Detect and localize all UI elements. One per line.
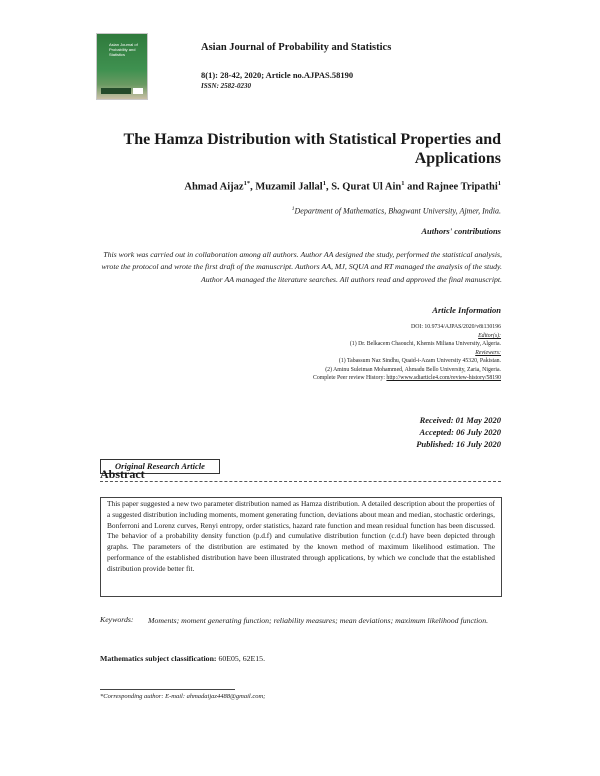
reviewer-entry: (1) Tabassum Naz Sindhu, Quaid-i-Azam University 45320, Pakistan. (338, 358, 501, 364)
doi: DOI: 10.9734/AJPAS/2020/v8i130196 (411, 324, 501, 330)
peer-review-history-label: Complete Peer review History: (313, 375, 385, 381)
article-info-heading: Article Information (432, 305, 501, 315)
journal-name: Asian Journal of Probability and Statistics (201, 42, 392, 53)
abstract-heading: Abstract (100, 467, 145, 481)
affiliation-text: Department of Mathematics, Bhagwant University, Ajmer, India. (294, 206, 501, 216)
author-name: S. Qurat Ul Ain (331, 181, 402, 193)
article-type-badge: Original Research Article (100, 459, 220, 474)
msc-label: Mathematics subject classification: (100, 654, 217, 663)
editor-entry: (1) Dr. Belkacem Chaouchi, Khemis Miliana University, Algeria. (349, 341, 501, 347)
reviewers-label: Reviewers: (475, 350, 501, 356)
received-date: Received: 01 May 2020 (419, 415, 501, 425)
footnote-rule (100, 689, 235, 690)
journal-cover-title: Asian Journal of Probability and Statistics (109, 42, 138, 57)
author-name: Muzamil Jallal (255, 181, 323, 193)
peer-review-history-link[interactable]: http://www.sdiarticle4.com/review-history/58190 (386, 375, 501, 381)
editors-label: Editor(s): (478, 333, 501, 339)
author-name: Rajnee Tripathi (426, 181, 498, 193)
abstract-text: This paper suggested a new two parameter distribution named as Hamza distribution. A detailed description about the properties of a suggested distribution including moments, moment generating function, deviations about mean and median, stochastic orderings, Bonferroni and Lorenz curves, Renyi entropy, order statistics, hazard rate function and mean residual function has been discussed. The behavior of a probability density function (p.d.f) and cumulative distribution function (c.d.f) have been depicted through graphs. The parameters of the distribution are estimated by the known method of maximum likelihood estimation. The performance of the established distribution have been illustrated through applications, by which we conclude that the established distribution provide better fit. (100, 497, 502, 597)
contributions-text: This work was carried out in collaboration among all authors. Author AA designed the study, performed the statistical analysis, wrote the protocol and wrote the first draft of the manuscript. Authors AA, MJ, SQUA and RT managed the analysis of the study. Author AA managed the literature searches. All authors read and approved the final manuscript. (101, 250, 502, 284)
accepted-date: Accepted: 06 July 2020 (419, 427, 501, 437)
author-affiliation-mark: 1* (243, 180, 251, 187)
corresponding-author-footnote: *Corresponding author: E-mail: ahmadaijaz4488@gmail.com; (100, 693, 266, 700)
journal-issn: ISSN: 2582-0230 (201, 82, 251, 90)
journal-cover-band-light (133, 88, 143, 94)
author-name: Ahmad Aijaz (184, 181, 244, 193)
author-affiliation-mark: 1 (497, 180, 501, 187)
journal-cover (97, 34, 147, 99)
keywords-text: Moments; moment generating function; reliability measures; mean deviations; maximum likelihood function. (148, 616, 489, 625)
reviewer-entry: (2) Aminu Suleiman Mohammed, Ahmadu Bello University, Zaria, Nigeria. (325, 367, 501, 373)
peer-review-history (100, 374, 501, 382)
affiliation-mark: 1 (291, 206, 295, 212)
author-affiliation-mark: 1 (401, 180, 405, 187)
author-list: Ahmad Aijaz$^{1*}$, Muzamil Jallal$^1$, S. Qurat Ul Ain$^1$ and Rajnee Tripathi$^1$ (184, 180, 501, 193)
section-divider (100, 481, 501, 482)
msc-line (100, 654, 265, 663)
published-date: Published: 16 July 2020 (416, 439, 501, 449)
author-affiliation-mark: 1 (322, 180, 326, 187)
keywords-label: Keywords: (100, 615, 134, 624)
paper-title: The Hamza Distribution with Statistical Properties and Applications (123, 131, 501, 167)
affiliation (100, 206, 501, 216)
contributions-heading: Authors' contributions (421, 226, 501, 236)
msc-value: 60E05, 62E15. (218, 654, 266, 663)
journal-cover-band (101, 88, 131, 94)
journal-volume-line: 8(1): 28-42, 2020; Article no.AJPAS.58190 (201, 70, 354, 80)
